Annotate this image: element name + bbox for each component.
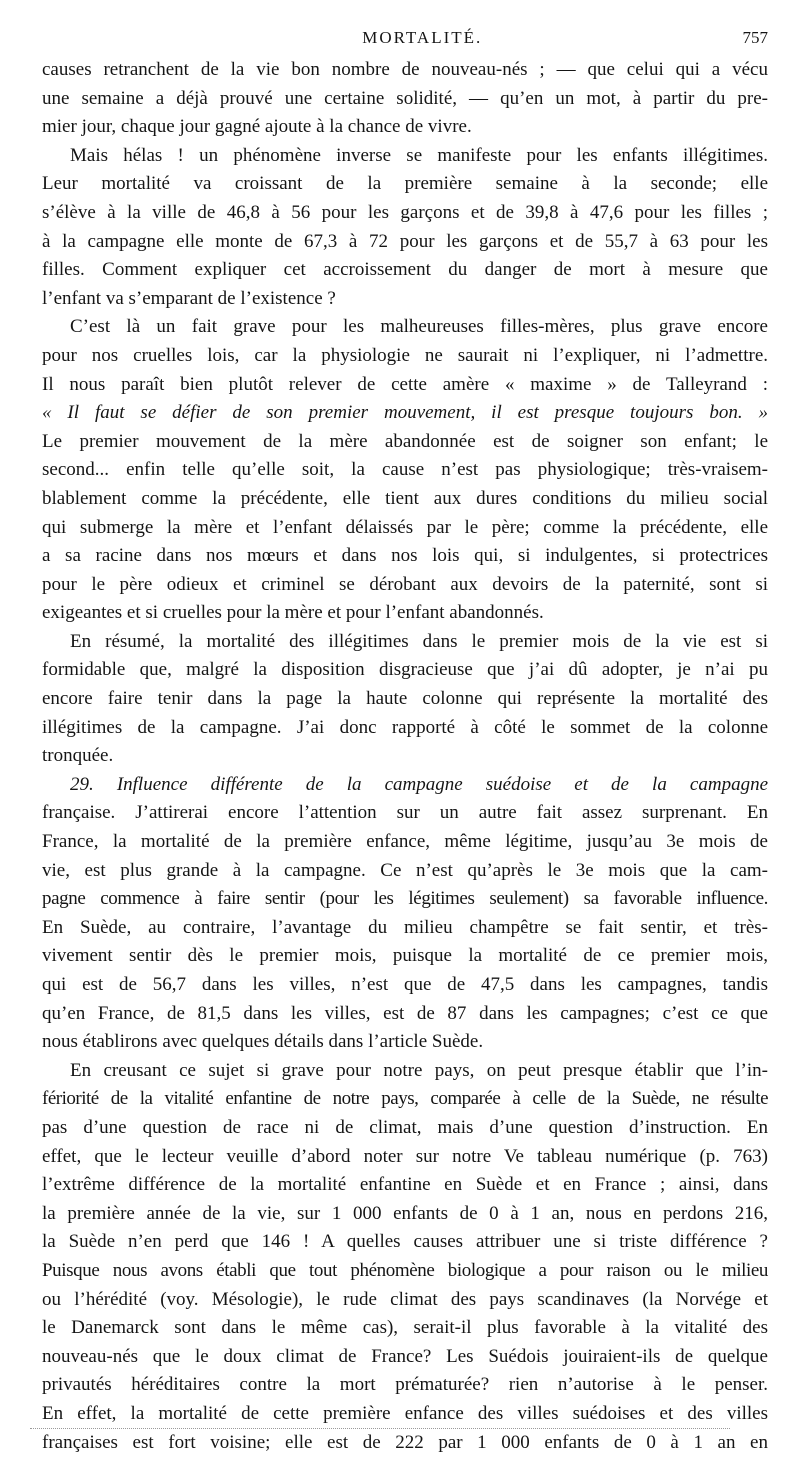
text-line: mier jour, chaque jour gagné ajoute à la chance de vivre.	[42, 116, 472, 138]
text-line: françaises est fort voisine; elle est de 222 par 1 000 enfants de 0 à 1 an en	[42, 1431, 768, 1453]
text-line: a sa racine dans nos mœurs et dans nos lois qui, si indulgentes, si protectrices	[42, 545, 768, 567]
quote-line: « Il faut se défier de son premier mouvement, il est presque toujours bon. »	[42, 402, 768, 424]
text-line: En creusant ce sujet si grave pour notre pays, on peut presque établir que l’in-	[70, 1059, 768, 1081]
paragraph-resume	[42, 628, 768, 771]
text-line: C’est là un fait grave pour les malheureuses filles-mères, plus grave encore	[70, 316, 768, 338]
text-line: Le premier mouvement de la mère abandonnée est de soigner son enfant; le	[42, 430, 768, 452]
text-line: illégitimes de la campagne. J’ai donc rapporté à côté le sommet de la colonne	[42, 716, 768, 738]
text-line: Leur mortalité va croissant de la première semaine à la seconde; elle	[42, 173, 768, 195]
text-line: l’extrême différence de la mortalité enfantine en Suède et en France ; ainsi, dans	[42, 1174, 768, 1196]
text-line: blablement comme la précédente, elle tient aux dures conditions du milieu social	[42, 487, 768, 509]
text-line: France, la mortalité de la première enfance, même légitime, jusqu’au 3e mois de	[42, 831, 768, 853]
text-line: pas d’une question de race ni de climat, mais d’une question d’instruction. En	[42, 1116, 768, 1138]
text-line: Mais hélas ! un phénomène inverse se manifeste pour les enfants illégitimes.	[70, 144, 768, 166]
text-line: pour nos cruelles lois, car la physiologie ne saurait ni l’expliquer, ni l’admettre.	[42, 344, 768, 366]
text-line: qui est de 56,7 dans les villes, n’est que de 47,5 dans les campagnes, tandis	[42, 974, 768, 995]
text-line: encore faire tenir dans la page la haute colonne qui représente la mortalité des	[42, 688, 768, 710]
text-line: le Danemarck sont dans le même cas), serait-il plus favorable à la vitalité des	[42, 1317, 768, 1339]
text-line: effet, que le lecteur veuille d’abord noter sur notre Ve tableau numérique (p. 763)	[42, 1145, 768, 1167]
text-line: exigeantes et si cruelles pour la mère et pour l’enfant abandonnés.	[42, 602, 544, 624]
running-title: MORTALITÉ.	[362, 28, 483, 47]
book-page	[42, 28, 768, 1457]
text-line: qui submerge la mère et l’enfant délaissés par le père; comme la précédente, elle	[42, 516, 768, 538]
text-line: la Suède n’en perd que 146 ! A quelles causes attribuer une si triste différence ?	[42, 1231, 768, 1253]
text-line: vie, est plus grande à la campagne. Ce n’est qu’après le 3e mois que la cam-	[42, 859, 768, 881]
page-header	[42, 28, 768, 50]
text-line: une semaine a déjà prouvé une certaine solidité, — qu’en un mot, à partir du pre-	[42, 87, 768, 109]
text-line: Il nous paraît bien plutôt relever de cette amère « maxime » de Talleyrand :	[42, 373, 768, 395]
text-line: En effet, la mortalité de cette première enfance des villes suédoises et des villes	[42, 1402, 768, 1424]
section-heading-line: 29. Influence différente de la campagne suédoise et de la campagne	[70, 773, 768, 795]
text-line: la première année de la vie, sur 1 000 enfants de 0 à 1 an, nous en perdons 216,	[42, 1202, 768, 1224]
footer-rule	[30, 1428, 730, 1430]
paragraph-talleyrand	[42, 313, 768, 628]
paragraph-sweden-comparison	[42, 1057, 768, 1457]
text-line: causes retranchent de la vie bon nombre de nouveau-nés ; — que celui qui a vécu	[42, 59, 768, 80]
text-line: privautés héréditaires contre la mort prématurée? rien n’autorise à le penser.	[42, 1374, 768, 1396]
text-line: fériorité de la vitalité enfantine de notre pays, comparée à celle de la Suède, ne résulte	[42, 1088, 768, 1110]
text-line: française. J’attirerai encore l’attention sur un autre fait assez surprenant. En	[42, 802, 768, 824]
paragraph-section-29	[42, 771, 768, 1057]
text-line: En Suède, au contraire, l’avantage du milieu champêtre se fait sentir, et très-	[42, 916, 768, 938]
text-line: filles. Comment expliquer cet accroissement du danger de mort à mesure que	[42, 259, 768, 281]
text-line: formidable que, malgré la disposition disgracieuse que j’ai dû adopter, je n’ai pu	[42, 659, 768, 681]
text-line: qu’en France, de 81,5 dans les villes, est de 87 dans les campagnes; c’est ce que	[42, 1002, 768, 1024]
paragraph-continuation	[42, 56, 768, 142]
paragraph-illegitimate-mortality	[42, 142, 768, 314]
text-line: pagne commence à faire sentir (pour les légitimes seulement) sa favorable influence.	[42, 888, 768, 910]
text-line: En résumé, la mortalité des illégitimes dans le premier mois de la vie est si	[70, 630, 768, 652]
text-line: tronquée.	[42, 745, 114, 767]
text-line: nous établirons avec quelques détails dans l’article Suède.	[42, 1031, 484, 1053]
page-number: 757	[742, 28, 768, 47]
text-line: pour le père odieux et criminel se dérobant aux devoirs de la paternité, sont si	[42, 573, 768, 595]
text-line: second... enfin telle qu’elle soit, la cause n’est pas physiologique; très-vraisem-	[42, 459, 768, 481]
text-line: s’élève à la ville de 46,8 à 56 pour les garçons et de 39,8 à 47,6 pour les filles ;	[42, 201, 768, 223]
text-line: ou l’hérédité (voy. Mésologie), le rude climat des pays scandinaves (la Norvége et	[42, 1288, 768, 1310]
text-line: à la campagne elle monte de 67,3 à 72 pour les garçons et de 55,7 à 63 pour les	[42, 230, 768, 252]
text-line: Puisque nous avons établi que tout phénomène biologique a pour raison ou le milieu	[42, 1259, 768, 1281]
text-line: vivement sentir dès le premier mois, puisque la mortalité de ce premier mois,	[42, 945, 768, 967]
text-line: nouveau-nés que le doux climat de France? Les Suédois jouiraient-ils de quelque	[42, 1345, 768, 1367]
text-line: l’enfant va s’emparant de l’existence ?	[42, 287, 336, 309]
